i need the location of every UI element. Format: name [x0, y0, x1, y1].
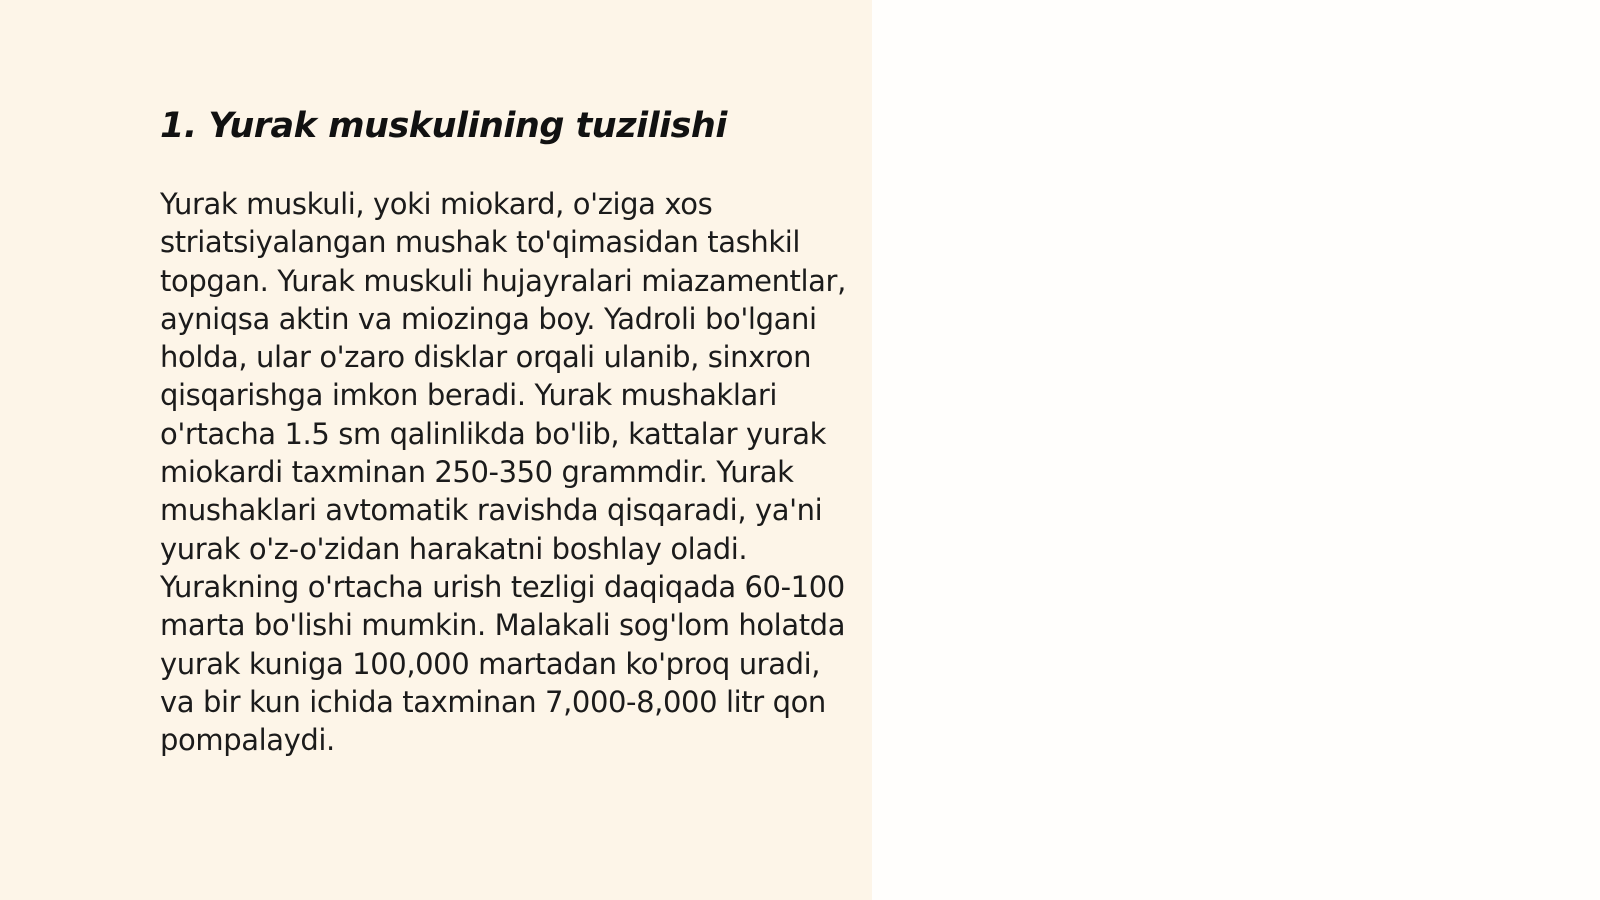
slide-body-text: Yurak muskuli, yoki miokard, o'ziga xos striatsiyalangan mushak to'qimasidan tashkil topgan. Yurak muskuli hujayralari miazamentlar, ayniqsa aktin va miozinga boy. Yadroli bo'lgani holda, ular o'zaro disklar orqali ulanib, sinxron qisqarishga imkon beradi. Yurak mushaklari o'rtacha 1.5 sm qalinlikda bo'lib, kattalar yurak miokardi taxminan 250-350 grammdir. Yurak mushaklari avtomatik ravishda qisqaradi, ya'ni yurak o'z-o'zidan harakatni boshlay oladi. Yurakning o'rtacha urish tezligi daqiqada 60-100 marta bo'lishi mumkin. Malakali sog'lom holatda yurak kuniga 100,000 martadan ko'proq uradi, va bir kun ichida taxminan 7,000-8,000 litr qon pompalaydi.	[160, 187, 846, 758]
slide-title: 1. Yurak muskulining tuzilishi	[160, 106, 727, 146]
image-panel	[872, 0, 1600, 900]
